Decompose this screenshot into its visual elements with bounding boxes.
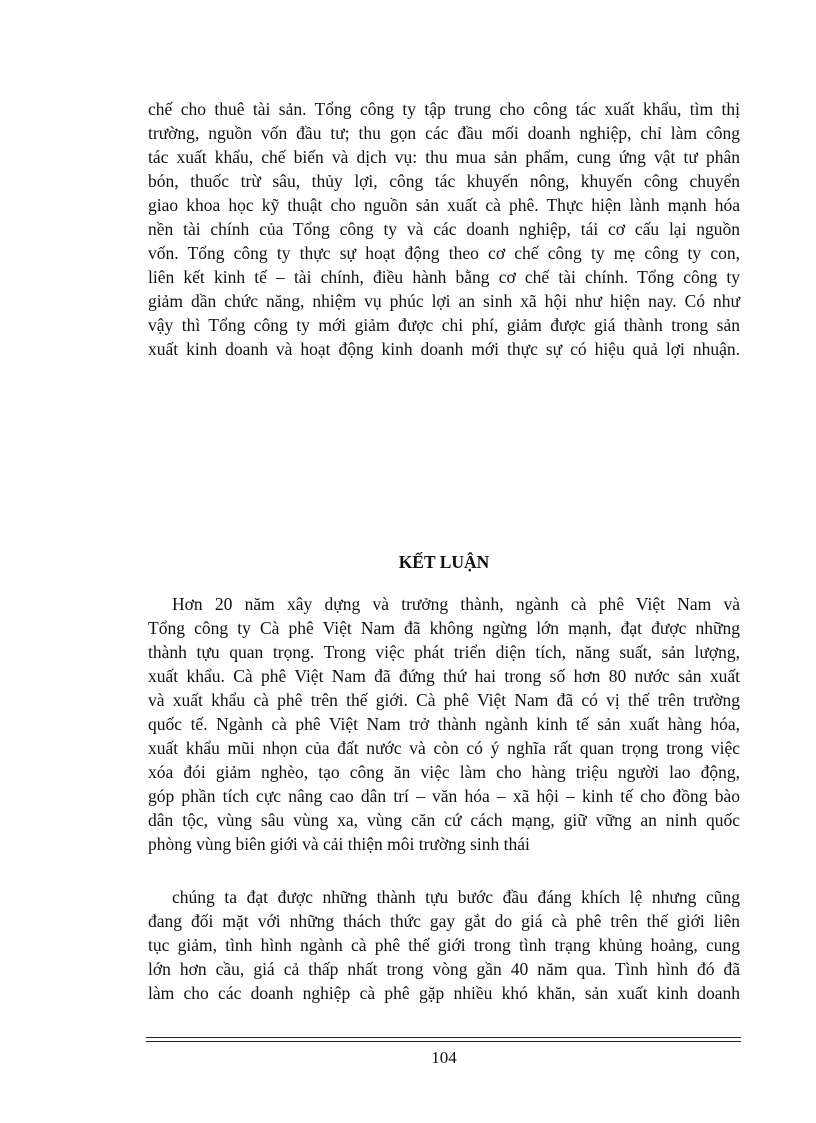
text-line: đang đối mặt với những thách thức gay gắt do giá cà phê trên thế giới liên bbox=[148, 911, 740, 931]
footer-rule-bottom bbox=[146, 1041, 741, 1042]
text-line: bón, thuốc trừ sâu, thủy lợi, công tác khuyến nông, khuyến công chuyển bbox=[148, 171, 740, 191]
text-line: liên kết kinh tế – tài chính, điều hành bằng cơ chế tài chính. Tổng công ty bbox=[148, 267, 740, 287]
text-line: xuất khẩu mũi nhọn của đất nước và còn có ý nghĩa rất quan trọng trong việc bbox=[148, 738, 740, 758]
footer-rule-top bbox=[146, 1037, 741, 1038]
text-line: xuất khẩu. Cà phê Việt Nam đã đứng thứ hai trong số hơn 80 nước sản xuất bbox=[148, 666, 740, 686]
text-line: chúng ta đạt được những thành tựu bước đầu đáng khích lệ nhưng cũng bbox=[172, 887, 740, 907]
text-line: tục giảm, tình hình ngành cà phê thế giới trong tình trạng khủng hoảng, cung bbox=[148, 935, 740, 955]
text-line: xuất kinh doanh và hoạt động kinh doanh mới thực sự có hiệu quả lợi nhuận. bbox=[148, 339, 740, 359]
text-line: trường, nguồn vốn đầu tư; thu gọn các đầu mối doanh nghiệp, chỉ làm công bbox=[148, 123, 740, 143]
text-line: làm cho các doanh nghiệp cà phê gặp nhiều khó khăn, sản xuất kinh doanh bbox=[148, 983, 740, 1003]
text-line: xóa đói giảm nghèo, tạo công ăn việc làm cho hàng triệu người lao động, bbox=[148, 762, 740, 782]
text-line: góp phần tích cực nâng cao dân trí – văn hóa – xã hội – kinh tế cho đồng bào bbox=[148, 786, 740, 806]
page-number: 104 bbox=[431, 1048, 457, 1067]
text-line: dân tộc, vùng sâu vùng xa, vùng căn cứ cách mạng, giữ vững an ninh quốc bbox=[148, 810, 740, 830]
text-line: vốn. Tổng công ty thực sự hoạt động theo cơ chế công ty mẹ công ty con, bbox=[148, 243, 740, 263]
text-line: tác xuất khẩu, chế biến và dịch vụ: thu mua sản phẩm, cung ứng vật tư phân bbox=[148, 147, 740, 167]
text-line: quốc tế. Ngành cà phê Việt Nam trở thành ngành kinh tế sản xuất hàng hóa, bbox=[148, 714, 740, 734]
text-line: giảm dần chức năng, nhiệm vụ phúc lợi an sinh xã hội như hiện nay. Có như bbox=[148, 291, 740, 311]
text-line: phòng vùng biên giới và cải thiện môi trường sinh thái bbox=[148, 834, 530, 854]
text-line: thành tựu quan trọng. Trong việc phát triển diện tích, năng suất, sản lượng, bbox=[148, 642, 740, 662]
text-line: vậy thì Tổng công ty mới giảm được chi phí, giảm được giá thành trong sản bbox=[148, 315, 740, 335]
section-heading: KẾT LUẬN bbox=[398, 552, 490, 572]
text-line: giao khoa học kỹ thuật cho nguồn sản xuất cà phê. Thực hiện lành mạnh hóa bbox=[148, 195, 740, 215]
text-line: chế cho thuê tài sản. Tổng công ty tập trung cho công tác xuất khẩu, tìm thị bbox=[148, 99, 740, 119]
text-line: Hơn 20 năm xây dựng và trưởng thành, ngành cà phê Việt Nam và bbox=[172, 594, 740, 614]
text-line: nền tài chính của Tổng công ty và các doanh nghiệp, tái cơ cấu lại nguồn bbox=[148, 219, 740, 239]
text-line: Tổng công ty Cà phê Việt Nam đã không ngừng lớn mạnh, đạt được những bbox=[148, 618, 740, 638]
text-line: lớn hơn cầu, giá cả thấp nhất trong vòng gần 40 năm qua. Tình hình đó đã bbox=[148, 959, 740, 979]
text-line: và xuất khẩu cà phê trên thế giới. Cà phê Việt Nam đã có vị thế trên trường bbox=[148, 690, 740, 710]
